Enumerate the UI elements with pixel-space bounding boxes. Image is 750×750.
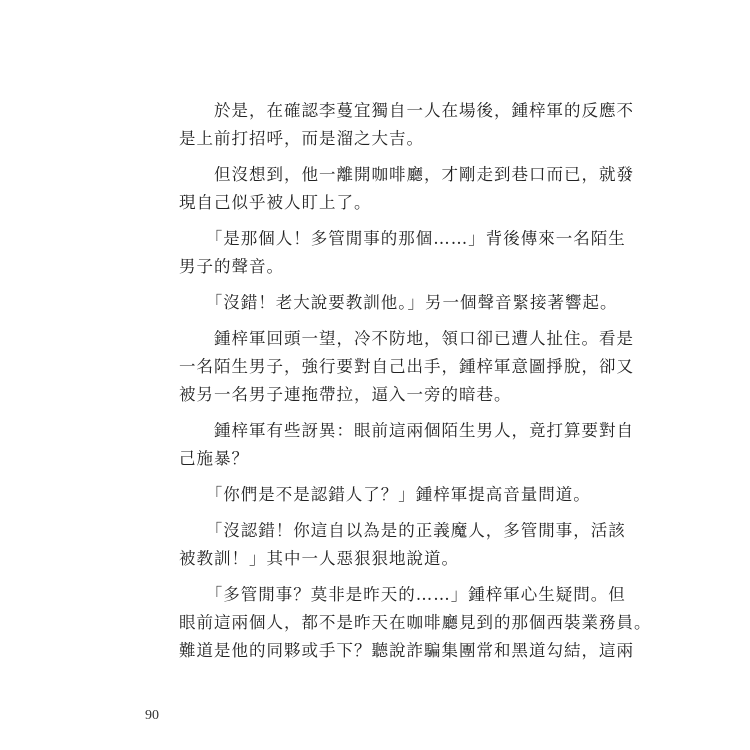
paragraph (179, 417, 634, 473)
text-line: 「是那個人！多管閒事的那個……」背後傳來一名陌生 (179, 229, 626, 248)
page-number: 90 (145, 708, 159, 723)
body-text (179, 97, 652, 673)
paragraph (179, 97, 634, 153)
text-line: 鍾梓軍有些訝異：眼前這兩個陌生男人，竟打算要對自 (179, 421, 634, 440)
text-line: 現自己似乎被人盯上了。 (179, 193, 372, 212)
text-line: 「多管閒事？莫非是昨天的……」鍾梓軍心生疑問。但 (179, 585, 626, 604)
text-line: 被另一名男子連拖帶拉，逼入一旁的暗巷。 (179, 385, 512, 404)
paragraph (179, 325, 634, 409)
text-line: 「沒錯！老大說要教訓他。」另一個聲音緊接著響起。 (179, 293, 618, 312)
paragraph (179, 225, 626, 281)
text-line: 「沒認錯！你這自以為是的正義魔人，多管閒事，活該 (179, 521, 626, 540)
paragraph (179, 289, 618, 317)
text-line: 是上前打招呼，而是溜之大吉。 (179, 129, 424, 148)
paragraph (179, 581, 652, 665)
text-line: 眼前這兩個人，都不是昨天在咖啡廳見到的那個西裝業務員。 (179, 613, 652, 632)
text-line: 鍾梓軍回頭一望，冷不防地，領口卻已遭人扯住。看是 (179, 329, 634, 348)
text-line: 於是，在確認李蔓宜獨自一人在場後，鍾梓軍的反應不 (179, 101, 634, 120)
text-line: 但沒想到，他一離開咖啡廳，才剛走到巷口而已，就發 (179, 165, 634, 184)
paragraph (179, 161, 634, 217)
text-line: 男子的聲音。 (179, 257, 284, 276)
text-line: 一名陌生男子，強行要對自己出手，鍾梓軍意圖掙脫，卻又 (179, 357, 634, 376)
text-line: 己施暴？ (179, 449, 249, 468)
paragraph (179, 517, 626, 573)
text-line: 「你們是不是認錯人了？」鍾梓軍提高音量問道。 (179, 485, 591, 504)
text-line: 難道是他的同夥或手下？聽說詐騙集團常和黑道勾結，這兩 (179, 641, 634, 660)
paragraph (179, 481, 599, 509)
text-line: 被教訓！」其中一人惡狠狠地說道。 (179, 549, 459, 568)
